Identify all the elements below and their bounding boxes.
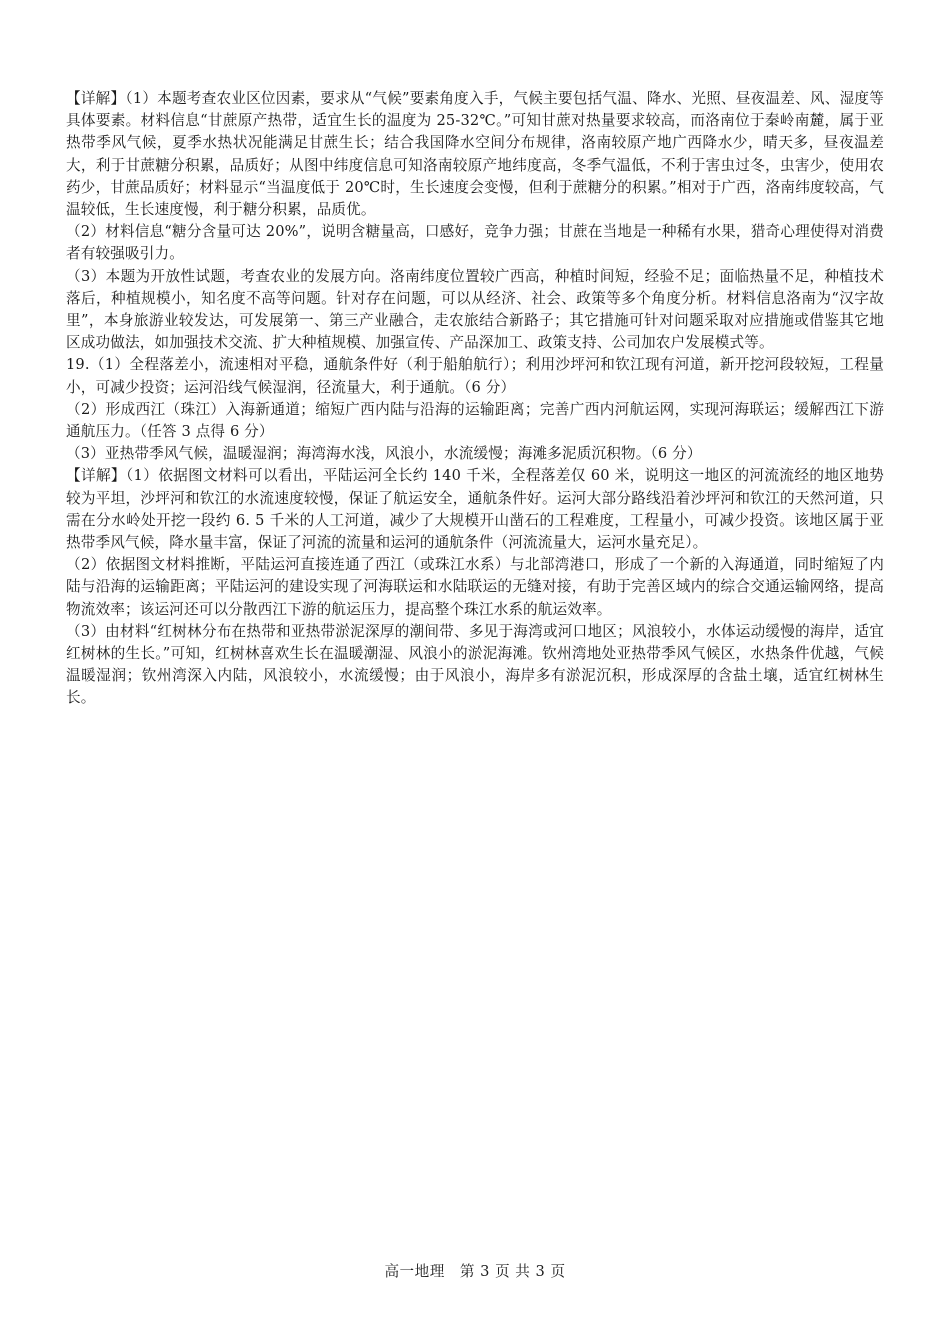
paragraph-q3: （3）本题为开放性试题，考查农业的发展方向。洛南纬度位置较广西高，种植时间短，经验不足；面临热量不足，种植技术落后，种植规模小，知名度不高等问题。针对存在问题，可以从经济、社会、政策等多个角度分析。材料信息洛南为“汉字故里”，本身旅游业较发达，可发展第一、第三产业融合，走农旅结合新路子；其它措施可针对问题采取对应措施或借鉴其它地区成功做法，如加强技术交流、扩大种植规模、加强宣传、产品深加工、政策支持、公司加农户发展模式等。 <box>66 267 884 352</box>
paragraph-detail-19-2: （2）依据图文材料推断，平陆运河直接连通了西江（或珠江水系）与北部湾港口，形成了一个新的入海通道，同时缩短了内陆与沿海的运输距离；平陆运河的建设实现了河海联运和水陆联运的无缝对接，有助于完善区域内的综合交通运输网络，提高物流效率；该运河还可以分散西江下游的航运压力，提高整个珠江水系的航运效率。 <box>66 556 884 618</box>
answer-content <box>66 88 884 710</box>
paragraph-detail-19-3: （3）由材料“红树林分布在热带和亚热带淤泥深厚的潮间带、多见于海湾或河口地区；风浪较小，水体运动缓慢的海岸，适宜红树林的生长。”可知，红树林喜欢生长在温暖潮湿、风浪小的淤泥海滩。钦州湾地处亚热带季风气候区，水热条件优越，气候温暖湿润；钦州湾深入内陆，风浪较小，水流缓慢；由于风浪小，海岸多有淤泥沉积，形成深厚的含盐土壤，适宜红树林生长。 <box>66 622 884 707</box>
paragraph-19-2: （2）形成西江（珠江）入海新通道；缩短广西内陆与沿海的运输距离；完善广西内河航运网，实现河海联运；缓解西江下游通航压力。（任答 3 点得 6 分） <box>66 400 884 441</box>
paragraph-q2: （2）材料信息“糖分含量可达 20%”，说明含糖量高，口感好，竞争力强；甘蔗在当地是一种稀有水果，猎奇心理使得对消费者有较强吸引力。 <box>66 223 884 263</box>
page-footer: 高一地理 第 3 页 共 3 页 <box>384 1263 566 1280</box>
paragraph-19-1: 19.（1）全程落差小，流速相对平稳，通航条件好（利于船舶航行）；利用沙坪河和钦江现有河道，新开挖河段较短，工程量小，可减少投资；运河沿线气候湿润，径流量大，利于通航。（6 分） <box>66 356 884 396</box>
paragraph-detail-19-1: 【详解】（1）依据图文材料可以看出，平陆运河全长约 140 千米，全程落差仅 60 米，说明这一地区的河流流经的地区地势较为平坦，沙坪河和钦江的水流速度较慢，保证了航运安全，通航条件好。运河大部分路线沿着沙坪河和钦江的天然河道，只需在分水岭处开挖一段约 6. 5 千米的人工河道，减少了大规模开山凿石的工程难度，工程量小，可减少投资。该地区属于亚热带季风气候，降水量丰富，保证了河流的流量和运河的通航条件（河流流量大，运河水量充足）。 <box>66 467 884 552</box>
paragraph-detail-1: 【详解】（1）本题考查农业区位因素，要求从“气候”要素角度入手，气候主要包括气温、降水、光照、昼夜温差、风、湿度等具体要素。材料信息“甘蔗原产热带，适宜生长的温度为 25-32℃。”可知甘蔗对热量要求较高，而洛南位于秦岭南麓，属于亚热带季风气候，夏季水热状况能满足甘蔗生长；结合我国降水空间分布规律，洛南较原产地广西降水少，晴天多，昼夜温差大，利于甘蔗糖分积累，品质好；从图中纬度信息可知洛南较原产地纬度高，冬季气温低，不利于害虫过冬，虫害少，使用农药少，甘蔗品质好；材料显示“当温度低于 20℃时，生长速度会变慢，但利于蔗糖分的积累。”相对于广西，洛南纬度较高，气温较低，生长速度慢，利于糖分积累，品质优。 <box>66 90 884 219</box>
paragraph-19-3: （3）亚热带季风气候，温暖湿润；海湾海水浅，风浪小，水流缓慢；海滩多泥质沉积物。（6 分） <box>66 445 702 463</box>
